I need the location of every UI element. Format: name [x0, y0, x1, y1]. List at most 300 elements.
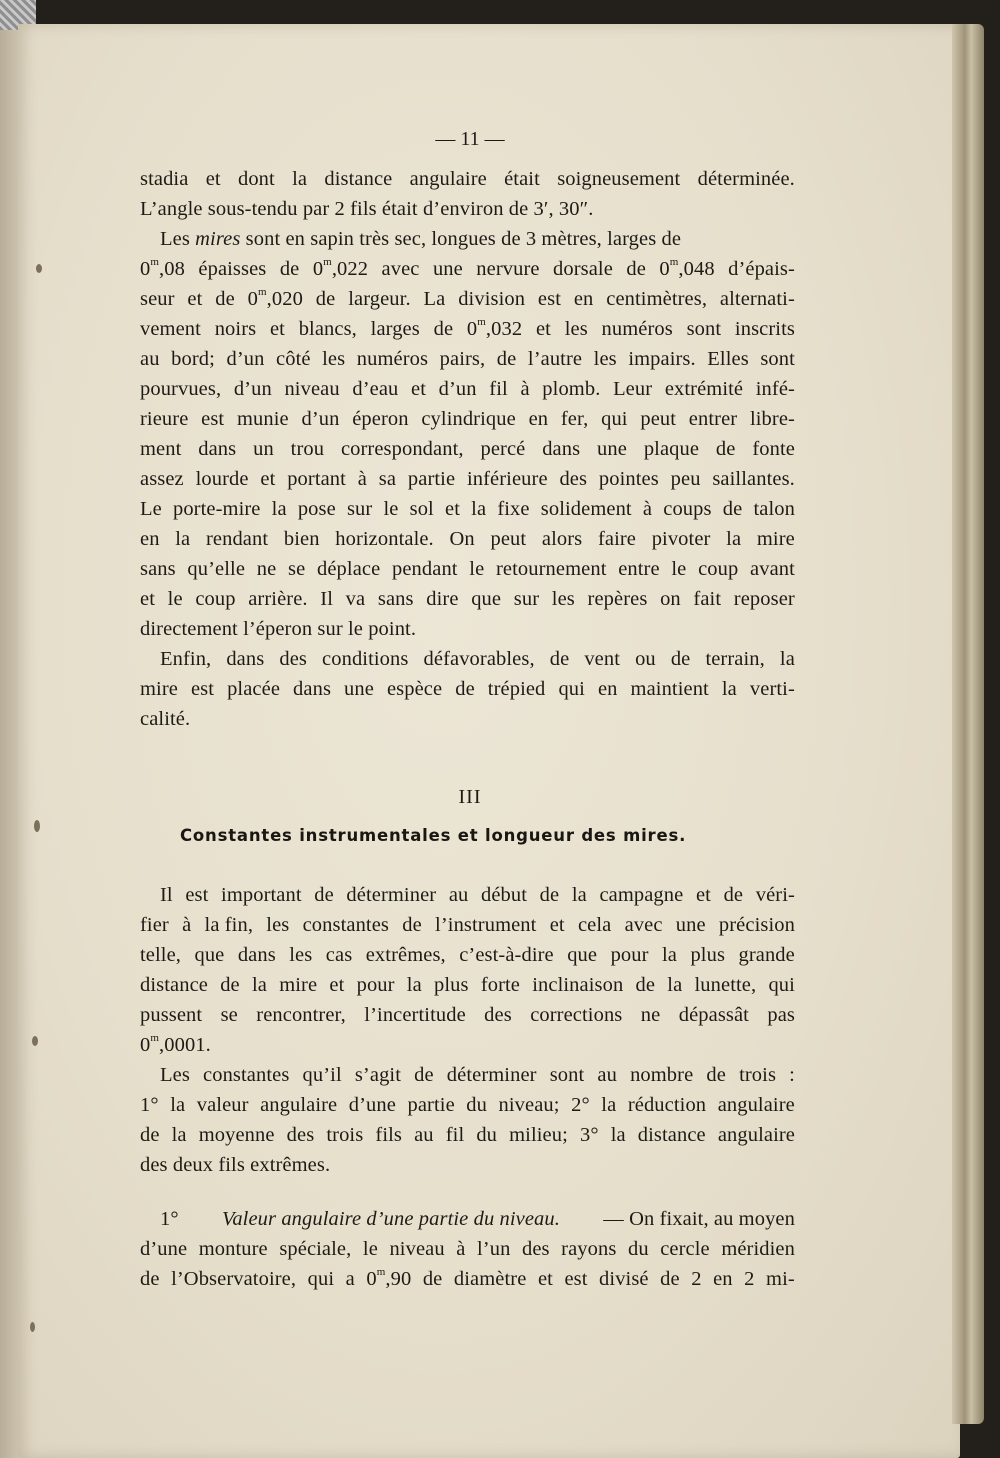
word: pourvues,: [140, 378, 222, 400]
word: trois: [326, 1124, 364, 1146]
word: et: [411, 378, 427, 400]
word: et: [535, 318, 551, 340]
word: important: [221, 884, 302, 906]
word: entrer: [688, 408, 738, 430]
word: fil: [445, 1124, 465, 1146]
word: le: [383, 498, 399, 520]
word: à: [520, 378, 530, 400]
word: des: [559, 468, 588, 490]
word: les: [266, 914, 290, 936]
word: avant: [750, 558, 795, 580]
word: rendant: [205, 528, 269, 550]
text-line: [140, 974, 795, 997]
word: trois: [739, 1064, 777, 1086]
word: sa: [378, 468, 397, 490]
word: de: [670, 648, 691, 670]
word: fait: [693, 588, 722, 610]
word: coups: [663, 498, 712, 520]
word: dont: [237, 168, 275, 190]
word: est: [537, 288, 561, 310]
word: La: [423, 288, 446, 310]
word: lunette,: [694, 974, 757, 996]
word: Il: [320, 588, 334, 610]
word: d’une: [140, 1238, 188, 1260]
word: une: [432, 258, 463, 280]
text-line: [140, 588, 795, 611]
word: stadia: [140, 168, 189, 190]
word: distance: [140, 974, 208, 996]
text-line: [140, 258, 795, 281]
word: alors: [541, 528, 583, 550]
word: va: [345, 588, 366, 610]
text-line: [140, 944, 795, 967]
paper-speck: [30, 1322, 35, 1332]
word: entre: [618, 558, 660, 580]
word: On: [449, 528, 475, 550]
word: l’incertitude: [364, 1004, 466, 1026]
word: angulaire: [409, 168, 487, 190]
word: de: [402, 914, 422, 936]
text-line: [140, 1268, 795, 1291]
word: Enfin,: [160, 648, 212, 670]
word: plus: [434, 974, 469, 996]
word: dans: [542, 438, 581, 460]
word: et: [445, 498, 461, 520]
word: de: [314, 884, 334, 906]
word: centimètres,: [606, 288, 708, 310]
word: niveau;: [498, 1094, 560, 1116]
word: ne: [640, 1004, 661, 1026]
word: des: [484, 1004, 512, 1026]
word: les: [564, 318, 588, 340]
word: pendant: [392, 558, 458, 580]
word: munie: [236, 408, 289, 430]
word: mi-: [766, 1268, 795, 1290]
word: coup: [195, 588, 236, 610]
word: peut: [490, 528, 527, 550]
word: du: [476, 1124, 498, 1146]
word: dépassât: [678, 1004, 749, 1026]
word: la: [175, 528, 191, 550]
word: mire: [140, 678, 178, 700]
word: précision: [718, 914, 795, 936]
word: de: [715, 438, 736, 460]
word: plus: [690, 944, 726, 966]
paper-speck: [34, 820, 40, 832]
word: qui: [601, 408, 628, 430]
word: percé: [480, 438, 526, 460]
word: les: [322, 348, 346, 370]
word: sur: [346, 498, 373, 520]
word: fonte: [752, 438, 795, 460]
word: cercle: [660, 1238, 710, 1260]
word: trou: [290, 438, 325, 460]
word: est: [201, 408, 225, 430]
word: extrémité: [664, 378, 744, 400]
paper-speck: [36, 264, 42, 273]
word: en: [573, 288, 594, 310]
word: Le: [140, 498, 162, 520]
word: de: [549, 648, 570, 670]
text-line: [140, 348, 795, 371]
word: ou: [635, 648, 656, 670]
word: pose: [297, 498, 336, 520]
word: fils: [375, 1124, 402, 1146]
word: correspondant,: [340, 438, 464, 460]
word: de: [220, 974, 240, 996]
word: rieure: [140, 408, 189, 430]
word: angulaire: [717, 1094, 795, 1116]
word: bord;: [171, 348, 215, 370]
word: mire: [279, 974, 318, 996]
word: vement: [140, 318, 201, 340]
word: plomb.: [542, 378, 601, 400]
word: ment: [140, 438, 182, 460]
word: et: [269, 318, 285, 340]
word: est: [190, 678, 215, 700]
word: au: [448, 884, 469, 906]
word: au: [414, 1124, 434, 1146]
word: qui: [768, 974, 795, 996]
word: pour: [356, 974, 395, 996]
word: pour: [610, 944, 649, 966]
paper-speck: [32, 1036, 38, 1046]
word: et: [205, 168, 221, 190]
word: dans: [226, 648, 265, 670]
word: de: [279, 258, 300, 280]
word: la: [721, 678, 737, 700]
word: conditions: [322, 648, 409, 670]
word: grande: [738, 944, 795, 966]
word: l’un: [477, 1238, 511, 1260]
word: qu’elle: [187, 558, 246, 580]
word: l’instrument: [435, 914, 537, 936]
word: impairs.: [628, 348, 696, 370]
word: ne: [256, 558, 277, 580]
word: rencontrer,: [256, 1004, 346, 1026]
word: la: [251, 974, 267, 996]
word: la: [406, 974, 422, 996]
word: de: [422, 1268, 443, 1290]
text-line: [140, 528, 795, 551]
word: partie: [407, 468, 456, 490]
word: d’un: [438, 378, 477, 400]
word: lourde: [195, 468, 249, 490]
word: véri-: [755, 884, 795, 906]
word: en: [140, 528, 160, 550]
page-stack-edge: [952, 24, 984, 1424]
word: reposer: [733, 588, 795, 610]
word: coup: [698, 558, 739, 580]
word: au: [597, 1064, 617, 1086]
word: un: [253, 438, 274, 460]
word: Il: [160, 884, 173, 906]
word: maintient: [630, 678, 709, 700]
word: qu’il: [302, 1064, 342, 1086]
word: forte: [480, 974, 521, 996]
word: solidement: [540, 498, 632, 520]
word: pas: [767, 1004, 795, 1026]
word: du: [466, 1094, 487, 1116]
word: cylindrique: [421, 408, 516, 430]
word: la fin,: [204, 914, 254, 936]
word: libre-: [749, 408, 795, 430]
word: distance: [637, 1124, 706, 1146]
word: en: [528, 408, 549, 430]
word: avec: [624, 914, 663, 936]
word: 0$^m$,048: [659, 256, 715, 280]
word: une: [675, 914, 706, 936]
word: et: [260, 468, 276, 490]
word: au: [140, 348, 160, 370]
word: extrêmes,: [365, 944, 446, 966]
word: que: [194, 944, 225, 966]
word: Elles: [707, 348, 749, 370]
word: angulaire: [260, 1094, 338, 1116]
word: pivoter: [651, 528, 711, 550]
word: des: [286, 1124, 315, 1146]
word: sans: [377, 588, 414, 610]
word: 2: [691, 1268, 702, 1290]
word: Les: [160, 1064, 190, 1086]
word: de: [315, 288, 336, 310]
word: et: [329, 974, 345, 996]
section-title: Constantes instrumentales et longueur des mires.: [180, 826, 687, 845]
word: une: [597, 438, 627, 460]
text-line: directement l’éperon sur le point.: [140, 618, 417, 640]
word: de: [706, 1064, 726, 1086]
word: et: [695, 884, 711, 906]
word: larges: [370, 318, 420, 340]
word: a: [345, 1268, 355, 1290]
word: la: [662, 944, 677, 966]
text-line: des deux fils extrêmes.: [140, 1154, 331, 1176]
text-line: [140, 498, 795, 521]
word: qui: [307, 1268, 335, 1290]
word: de: [455, 678, 475, 700]
word: les: [289, 944, 313, 966]
word: 0$^m$,032: [466, 316, 523, 340]
word: à: [642, 498, 653, 520]
word: et: [187, 288, 203, 310]
word: 2: [744, 1268, 755, 1290]
word: alternati-: [719, 288, 795, 310]
word: de: [722, 498, 743, 520]
word: le: [362, 1238, 378, 1260]
word: pointes: [598, 468, 659, 490]
word: inférieure: [466, 468, 548, 490]
word: spéciale,: [279, 1238, 352, 1260]
text-line: [140, 168, 795, 191]
word: de: [723, 884, 744, 906]
word: dans: [237, 944, 276, 966]
word: niveau: [284, 378, 340, 400]
word: du: [627, 1238, 649, 1260]
word: dire: [426, 588, 459, 610]
text-line: Les mires sont en sapin très sec, longues de 3 mètres, larges de: [160, 228, 682, 250]
word: de: [215, 288, 235, 310]
text-line: [140, 468, 795, 491]
word: retournement: [496, 558, 607, 580]
text-line: [140, 558, 795, 581]
word: en: [597, 678, 618, 700]
word: le: [671, 558, 687, 580]
word: espèce: [386, 678, 443, 700]
text-line: [140, 1064, 795, 1087]
word: sol: [409, 498, 434, 520]
word: une: [344, 678, 374, 700]
word: d’une: [348, 1094, 396, 1116]
text-line: [140, 438, 795, 461]
word: 2°: [571, 1094, 590, 1116]
word: divisé: [599, 1268, 649, 1290]
word: d’épais-: [728, 258, 795, 280]
word: l’Observatoire,: [171, 1268, 297, 1290]
text-line: calité.: [140, 708, 191, 730]
word: fixe: [497, 498, 530, 520]
word: la: [171, 1124, 187, 1146]
word: mire: [756, 528, 795, 550]
text-line: [140, 1238, 795, 1261]
text-line: [140, 288, 795, 311]
word: d’un: [226, 348, 265, 370]
word: noirs: [214, 318, 257, 340]
word: avec: [381, 258, 420, 280]
word: terrain,: [705, 648, 765, 670]
word: niveau: [389, 1238, 445, 1260]
word: de: [539, 884, 560, 906]
word: en: [713, 1268, 733, 1290]
word: méridien: [721, 1238, 795, 1260]
word: la: [601, 1094, 617, 1116]
word: numéros: [601, 318, 673, 340]
word: talon: [753, 498, 795, 520]
section-number: III: [458, 786, 482, 808]
word: verti-: [749, 678, 795, 700]
word: 1°: [140, 1094, 159, 1116]
word: d’un: [301, 408, 340, 430]
word: qui: [558, 678, 585, 700]
word: déterminée.: [697, 168, 795, 190]
word: placée: [227, 678, 281, 700]
text-line: [140, 1124, 795, 1147]
word: partie: [407, 1094, 455, 1116]
word: portant: [287, 468, 346, 490]
word: dans: [198, 438, 237, 460]
word: 0$^m$,022: [312, 256, 369, 280]
word: constantes: [302, 914, 390, 936]
text-line: [140, 1094, 795, 1117]
word: de: [626, 258, 646, 280]
word: de: [433, 318, 454, 340]
word: repères: [587, 588, 648, 610]
word: pairs,: [439, 348, 486, 370]
word: à: [456, 1238, 466, 1260]
word: de: [140, 1124, 160, 1146]
word: soigneusement: [557, 168, 681, 190]
word: numéros: [356, 348, 429, 370]
word: inclinaison: [532, 974, 624, 996]
word: le: [167, 588, 183, 610]
word: on: [660, 588, 681, 610]
word: diamètre: [453, 1268, 527, 1290]
word: fer,: [560, 408, 589, 430]
word: la: [667, 974, 683, 996]
word: cas: [325, 944, 353, 966]
text-line: [140, 1004, 795, 1027]
word: blancs,: [298, 318, 357, 340]
word: distance: [324, 168, 393, 190]
word: la: [271, 498, 287, 520]
word: :: [789, 1064, 795, 1086]
text-line: [140, 408, 795, 431]
word: campagne: [599, 884, 684, 906]
text-line: 1° Valeur angulaire d’une partie du niveau. — On fixait, au moyen: [160, 1208, 795, 1230]
word: éperon: [352, 408, 409, 430]
word: la: [571, 884, 587, 906]
word: fier: [140, 914, 169, 936]
word: peu: [670, 468, 701, 490]
word: nervure: [476, 258, 540, 280]
word: sont: [549, 1064, 585, 1086]
text-line: [140, 318, 795, 341]
word: à: [357, 468, 367, 490]
word: faire: [597, 528, 636, 550]
word: le: [469, 558, 485, 580]
word: la: [726, 528, 742, 550]
page-number: — 11 —: [435, 128, 505, 150]
word: 0$^m$,90: [366, 1266, 412, 1290]
word: milieu;: [509, 1124, 568, 1146]
word: peut: [640, 408, 677, 430]
word: vent: [584, 648, 621, 670]
word: les: [551, 588, 575, 610]
word: moyenne: [198, 1124, 275, 1146]
word: début: [481, 884, 528, 906]
word: plaque: [643, 438, 700, 460]
word: cela: [577, 914, 612, 936]
word: s’agit: [354, 1064, 402, 1086]
word: de: [496, 348, 517, 370]
word: la: [610, 1124, 626, 1146]
text-line: [140, 648, 795, 671]
word: réduction: [627, 1094, 707, 1116]
word: défavorables,: [423, 648, 535, 670]
word: épaisses: [198, 258, 267, 280]
word: 0$^m$,08: [140, 256, 185, 280]
word: dorsale: [553, 258, 613, 280]
word: des: [521, 1238, 550, 1260]
text-line: [140, 884, 795, 907]
text-line: [140, 378, 795, 401]
word: d’un: [233, 378, 272, 400]
word: Leur: [613, 378, 653, 400]
word: nombre: [630, 1064, 694, 1086]
word: déterminer: [446, 1064, 537, 1086]
word: la: [471, 498, 487, 520]
word: est: [185, 884, 209, 906]
word: la: [170, 1094, 186, 1116]
word: est: [564, 1268, 588, 1290]
word: division: [458, 288, 526, 310]
word: corrections: [530, 1004, 623, 1026]
word: 0$^m$,020: [247, 286, 303, 310]
text-line: L’angle sous-tendu par 2 fils était d’environ de 3′, 30″.: [140, 198, 594, 220]
word: et: [537, 1268, 553, 1290]
word: constantes: [203, 1064, 290, 1086]
word: déplace: [317, 558, 381, 580]
word: horizontale.: [335, 528, 434, 550]
